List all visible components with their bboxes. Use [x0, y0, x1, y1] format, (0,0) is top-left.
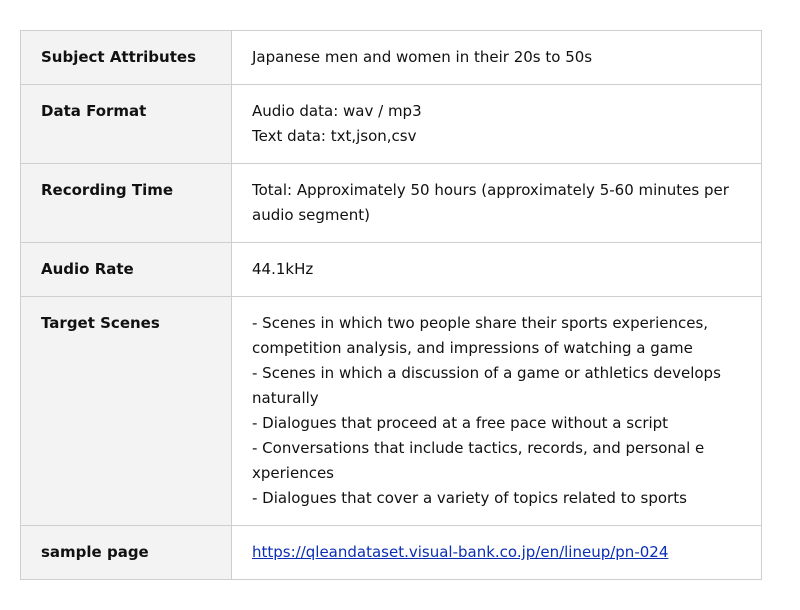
dataset-spec-table — [20, 30, 762, 580]
row-label: Target Scenes — [21, 297, 232, 526]
table-row — [21, 297, 762, 526]
table-row — [21, 164, 762, 243]
row-value — [232, 164, 762, 243]
row-label: Recording Time — [21, 164, 232, 243]
table-row — [21, 31, 762, 85]
table-row — [21, 85, 762, 164]
row-value — [232, 243, 762, 297]
row-value — [232, 85, 762, 164]
row-value — [232, 31, 762, 85]
value-line: Total: Approximately 50 hours (approximately 5-60 minutes per audio segment) — [252, 181, 729, 224]
value-line: - Scenes in which two people share their sports experiences, competition analysis, and impressions of watching a game — [252, 314, 709, 357]
value-line: 44.1kHz — [252, 260, 314, 278]
value-line: - Dialogues that cover a variety of topics related to sports — [252, 489, 687, 507]
value-line: - Scenes in which a discussion of a game or athletics develops naturally — [252, 364, 721, 407]
value-line: Japanese men and women in their 20s to 50s — [252, 48, 593, 66]
value-line: - Conversations that include tactics, records, and personal e xperiences — [252, 439, 705, 482]
table-row — [21, 526, 762, 580]
value-line: Text data: txt,json,csv — [252, 127, 417, 145]
sample-page-link[interactable]: https://qleandataset.visual-bank.co.jp/en/lineup/pn-024 — [252, 543, 669, 561]
row-label: Subject Attributes — [21, 31, 232, 85]
value-line: Audio data: wav / mp3 — [252, 102, 422, 120]
row-value — [232, 526, 762, 580]
row-label: Audio Rate — [21, 243, 232, 297]
row-value — [232, 297, 762, 526]
row-label: Data Format — [21, 85, 232, 164]
value-line: - Dialogues that proceed at a free pace without a script — [252, 414, 669, 432]
row-label: sample page — [21, 526, 232, 580]
table-row — [21, 243, 762, 297]
